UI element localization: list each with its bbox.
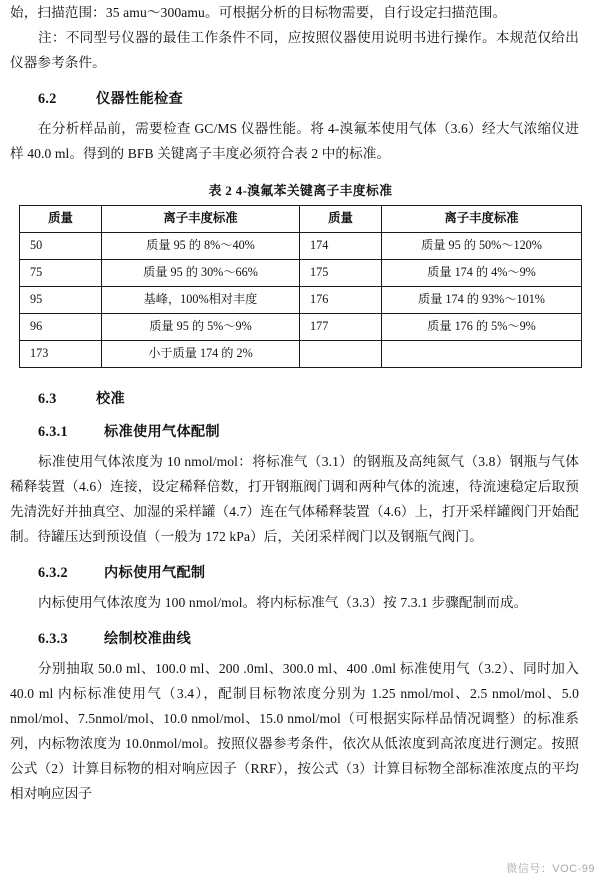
heading-6-3-2-text: 内标使用气配制	[104, 565, 206, 581]
table-cell-mass: 75	[20, 260, 102, 287]
table-cell-mass: 96	[20, 314, 102, 341]
paragraph-note: 注：不同型号仪器的最佳工作条件不同，应按照仪器使用说明书进行操作。本规范仅给出仪器参考条件。	[10, 30, 579, 70]
heading-6-3-2	[38, 562, 579, 582]
table-cell-mass	[300, 341, 382, 368]
table-row	[20, 341, 582, 368]
heading-6-3	[38, 388, 579, 408]
heading-6-2-number: 6.2	[38, 91, 57, 107]
table-cell-criteria: 质量 95 的 5%～9%	[102, 314, 300, 341]
table-cell-criteria: 质量 95 的 50%～120%	[382, 233, 582, 260]
paragraph-6-3-1-body: 标准使用气体浓度为 10 nmol/mol：将标准气（3.1）的钢瓶及高纯氮气（3.8）钢瓶与气体稀释装置（4.6）连接，设定稀释倍数，打开钢瓶阀门调和两种气体的流速，待流速稳定后取预先清洗好并抽真空、加湿的采样罐（4.7）连在气体稀释装置（4.6）上，打开采样罐阀门开始配制。待罐压达到预设值（一般为 172 kPa）后，关闭采样阀门以及钢瓶气阀门。	[10, 454, 579, 544]
table-cell-criteria	[382, 341, 582, 368]
table-header-cell: 离子丰度标准	[102, 206, 300, 233]
table-cell-criteria: 质量 176 的 5%～9%	[382, 314, 582, 341]
paragraph-6-2-body: 在分析样品前，需要检查 GC/MS 仪器性能。将 4-溴氟苯使用气体（3.6）经大气浓缩仪进样 40.0 ml。得到的 BFB 关键离子丰度必须符合表 2 中的标准。	[10, 121, 579, 161]
table-cell-mass: 174	[300, 233, 382, 260]
table-header-cell: 质量	[300, 206, 382, 233]
table-cell-mass: 175	[300, 260, 382, 287]
table-2-caption: 表 2 4-溴氟苯关键离子丰度标准	[208, 184, 393, 198]
paragraph-top-continued: 始，扫描范围：35 amu～300amu。可根据分析的目标物需要，自行设定扫描范围。	[10, 5, 507, 20]
table-cell-mass: 50	[20, 233, 102, 260]
heading-6-3-1	[38, 421, 579, 441]
watermark-text: 微信号：VOC-99	[506, 863, 595, 875]
paragraph-6-3-3-body: 分别抽取 50.0 ml、100.0 ml、200 .0ml、300.0 ml、400 .0ml 标准使用气（3.2）、同时加入 40.0 ml 内标标准使用气（3.4），配制目标物浓度分别为 1.25 nmol/mol、2.5 nmol/mol、5.0 nmol/mol、7.5nmol/mol、10.0 nmol/mol、15.0 nmol/mol（可根据实际样品情况调整）的标准系列，内标物浓度为 10.0nmol/mol。按照仪器参考条件，依次从低浓度到高浓度进行测定。按照公式（2）计算目标物的相对响应因子（RRF），按公式（3）计算目标物全部标准浓度点的平均相对响应因子	[10, 661, 579, 801]
heading-6-3-number: 6.3	[38, 391, 57, 407]
table-cell-criteria: 质量 174 的 4%～9%	[382, 260, 582, 287]
heading-6-3-2-number: 6.3.2	[38, 565, 68, 581]
table-row	[20, 233, 582, 260]
heading-6-3-3	[38, 628, 579, 648]
heading-6-3-1-text: 标准使用气体配制	[104, 424, 220, 440]
table-header-cell: 离子丰度标准	[382, 206, 582, 233]
table-row	[20, 260, 582, 287]
table-cell-criteria: 基峰，100%相对丰度	[102, 287, 300, 314]
heading-6-2	[38, 88, 579, 108]
table-cell-criteria: 质量 174 的 93%～101%	[382, 287, 582, 314]
table-cell-mass: 176	[300, 287, 382, 314]
table-cell-criteria: 质量 95 的 30%～66%	[102, 260, 300, 287]
table-cell-mass: 95	[20, 287, 102, 314]
heading-6-3-1-number: 6.3.1	[38, 424, 68, 440]
paragraph-6-3-2-body: 内标使用气体浓度为 100 nmol/mol。将内标标准气（3.3）按 7.3.1 步骤配制而成。	[38, 595, 528, 610]
heading-6-3-3-text: 绘制校准曲线	[104, 631, 191, 647]
heading-6-3-3-number: 6.3.3	[38, 631, 68, 647]
table-row	[20, 314, 582, 341]
table-cell-criteria: 小于质量 174 的 2%	[102, 341, 300, 368]
table-header-row	[20, 206, 582, 233]
heading-6-3-text: 校准	[96, 391, 125, 407]
table-cell-mass: 177	[300, 314, 382, 341]
table-ion-abundance-criteria	[19, 205, 582, 368]
heading-6-2-text: 仪器性能检查	[96, 91, 183, 107]
table-cell-mass: 173	[20, 341, 102, 368]
table-cell-criteria: 质量 95 的 8%～40%	[102, 233, 300, 260]
table-header-cell: 质量	[20, 206, 102, 233]
table-row	[20, 287, 582, 314]
